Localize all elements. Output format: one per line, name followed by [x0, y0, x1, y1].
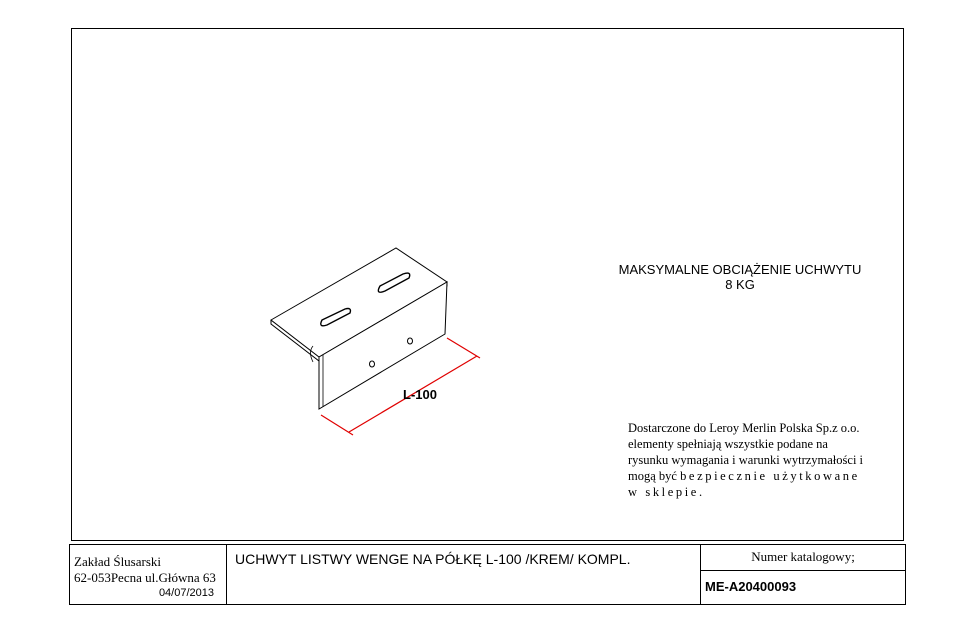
- maker-cell: [70, 545, 227, 604]
- max-load-value: 8 KG: [725, 277, 755, 292]
- maker-name: Zakład Ślusarski: [74, 554, 162, 569]
- supply-note-line: Dostarczone do Leroy Merlin Polska Sp.z o.o.: [628, 421, 860, 435]
- catalog-divider: [701, 570, 905, 571]
- supply-note-line: [628, 468, 903, 484]
- max-load-title: MAKSYMALNE OBCIĄŻENIE UCHWYTU: [618, 262, 862, 277]
- product-description: UCHWYT LISTWY WENGE NA PÓŁKĘ L-100 /KREM/ KOMPL.: [235, 551, 631, 567]
- supply-note-line: rysunku wymagania i warunki wytrzymałości i: [628, 453, 864, 467]
- catalog-label: Numer katalogowy;: [751, 549, 855, 564]
- screw-hole-left: [370, 361, 375, 367]
- title-block: [69, 544, 906, 605]
- catalog-number: ME-A20400093: [705, 579, 797, 594]
- screw-hole-right: [408, 338, 413, 344]
- supply-note-line: elementy spełniają wszystkie podane na: [628, 437, 828, 451]
- supply-note: [628, 420, 903, 500]
- description-cell: [227, 545, 701, 604]
- maker-address: 62-053Pecna ul.Główna 63: [74, 570, 216, 585]
- drawing-date: 04/07/2013: [158, 587, 214, 599]
- supply-note-line: w sklepie.: [628, 485, 705, 499]
- supply-note-spaced: bezpiecznie użytkowane: [680, 469, 860, 483]
- max-load-note: [600, 262, 880, 292]
- dimension-label: L-100: [403, 387, 437, 402]
- catalog-cell: [701, 545, 905, 604]
- supply-note-fragment: mogą być: [628, 469, 681, 483]
